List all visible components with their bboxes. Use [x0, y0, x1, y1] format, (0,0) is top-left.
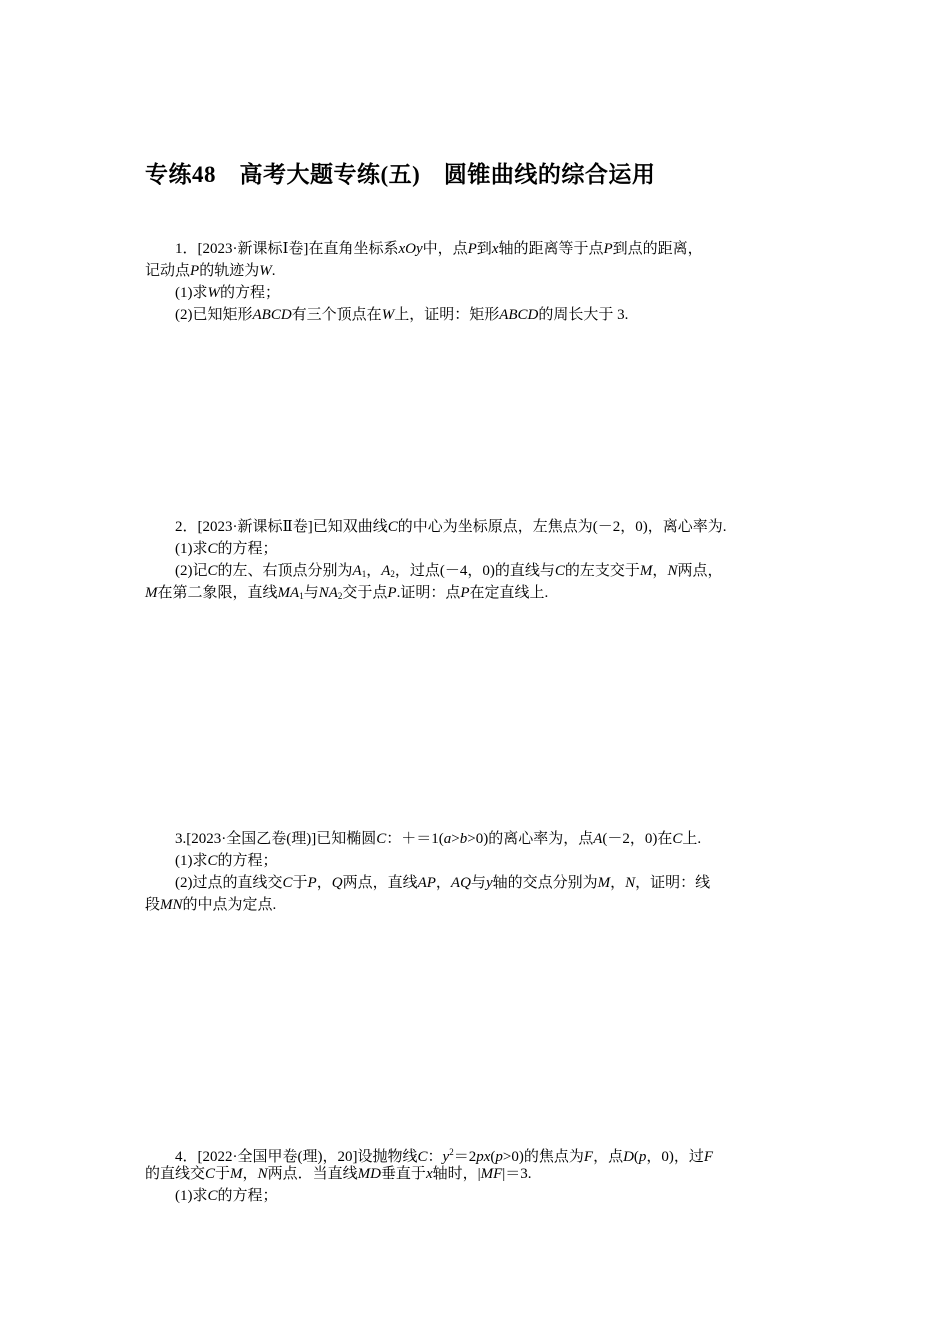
q1-var: x	[491, 241, 499, 257]
q2-var: P	[460, 585, 470, 601]
q3-var: P	[307, 875, 317, 891]
q3-text: 段	[145, 897, 161, 913]
q4-line-1: 4．[2022·全国甲卷(理)，20]设抛物线C：$y^2=2px(p>0)$的焦点为F，点D(p，0)，过F	[175, 1147, 714, 1165]
q2-var: MA	[277, 585, 300, 601]
q4-var: y	[442, 1149, 450, 1165]
q1-text: 上，证明：矩形	[394, 307, 500, 323]
q2-text: 已知双曲线	[312, 519, 388, 535]
q1-text: (2)已知矩形	[175, 307, 253, 323]
q4-var: x	[425, 1166, 433, 1182]
q2-text: (2)记	[175, 563, 208, 579]
q3-text: 的中点为定点.	[182, 897, 277, 913]
q2-subscript: 1	[361, 569, 367, 579]
q4-var: C	[417, 1149, 428, 1165]
q1-var: ABCD	[499, 307, 539, 323]
q4-var: MD	[357, 1166, 381, 1182]
q1-var: xOy	[398, 241, 423, 257]
q2-subscript: 1	[299, 591, 304, 601]
q2-text: ，过点(－4，0)的直线与	[394, 563, 555, 579]
q4-superscript: 2	[449, 1147, 454, 1157]
q1-var: W	[381, 307, 395, 323]
q3-var: y	[485, 875, 493, 891]
q1-part-1	[175, 282, 280, 304]
q1-var: ABCD	[252, 307, 292, 323]
q1-var: W	[259, 263, 272, 279]
q1-var: W	[207, 285, 220, 301]
q1-text: 轴的距离等于点	[498, 241, 604, 257]
page-title: 专练48 高考大题专练(五) 圆锥曲线的综合运用	[145, 162, 656, 187]
q3-text: 与	[470, 875, 486, 891]
q3-var: AQ	[450, 875, 471, 891]
q4-text: |＝3.	[502, 1166, 532, 1182]
q4-text: 的方程；	[217, 1188, 278, 1204]
q2-text: 在第二象限，直线	[157, 585, 278, 601]
q2-var: M	[145, 585, 158, 601]
q4-var: D	[623, 1149, 634, 1165]
q2-number: 2	[175, 519, 183, 535]
q2-source: [2023·新课标Ⅱ卷]	[197, 519, 313, 535]
q2-line-4	[145, 582, 548, 607]
q4-var: C	[205, 1166, 216, 1182]
q1-text: 的周长大于 3.	[538, 307, 629, 323]
q1-line-1: 1．[2023·新课标Ⅰ卷]在直角坐标系xOy中，点P到x轴的距离等于点P到点的距离，	[175, 241, 703, 257]
q1-part-2	[175, 304, 628, 326]
q2-var: C	[554, 563, 565, 579]
q4-var: p	[495, 1149, 503, 1165]
q3-number: 3.	[175, 831, 187, 847]
q2-text: 在定直线上.	[469, 585, 549, 601]
q2-part-1	[175, 538, 278, 560]
q3-var: Q	[331, 875, 343, 891]
q3-text: (－2，0)在	[602, 831, 673, 847]
q1-text: 记动点	[145, 263, 191, 279]
q4-text: 垂直于	[380, 1166, 426, 1182]
q3-text: ，证明：线	[635, 875, 711, 891]
q1-text: 的轨迹为	[199, 263, 260, 279]
q1-var: P	[190, 263, 200, 279]
q3-text: 的方程；	[217, 853, 278, 869]
q4-part-1	[175, 1185, 278, 1207]
q4-text: 的直线交	[145, 1166, 206, 1182]
q4-var: C	[207, 1188, 218, 1204]
q3-text: 两点，直线	[342, 875, 418, 891]
q4-text: ，点	[593, 1149, 624, 1165]
q2-var: A	[352, 563, 362, 579]
q3-text: (1)求	[175, 853, 208, 869]
q2-subscript: 2	[337, 591, 343, 601]
q3-var: A	[593, 831, 603, 847]
q3-text: 轴的交点分别为	[492, 875, 598, 891]
q4-source: [2022·全国甲卷(理)，20]	[197, 1149, 358, 1165]
q4-var: MF	[480, 1166, 503, 1182]
q2-var: C	[207, 541, 218, 557]
q1-text: 到点的距离，	[612, 241, 703, 257]
q3-var: AP	[417, 875, 436, 891]
q2-text: 的左支交于	[564, 563, 640, 579]
q3-line-1: 3.[2023·全国乙卷(理)]已知椭圆C：＋＝1(a>b>0)的离心率为，点A(－2，0)在C上.	[175, 831, 702, 847]
q3-var: C	[672, 831, 683, 847]
q1-text: 的方程；	[220, 285, 281, 301]
q4-text: ，0)，过	[646, 1149, 704, 1165]
q4-text: 两点．当直线	[267, 1166, 358, 1182]
q1-text: 到	[476, 241, 492, 257]
q1-text: 有三个顶点在	[291, 307, 382, 323]
q3-var: C	[282, 875, 293, 891]
q2-text: .证明：点	[396, 585, 461, 601]
q2-text: 的中心为坐标原点，左焦点为(－2，0)，离心率为.	[397, 519, 727, 535]
q1-text: (1)求	[175, 285, 208, 301]
q2-text: 交于点	[342, 585, 388, 601]
q3-text: 已知椭圆	[316, 831, 377, 847]
q4-line-2: 的直线交C于M，N两点．当直线MD垂直于x轴时，|MF|＝3.	[145, 1166, 532, 1182]
q2-var: C	[207, 563, 218, 579]
q3-var: N	[625, 875, 636, 891]
q2-text: 的方程；	[217, 541, 278, 557]
q3-text: ：＋＝1(	[386, 831, 444, 847]
q4-var: F	[583, 1149, 594, 1165]
q2-text: 与	[303, 585, 319, 601]
q3-text: 的离心率为，点	[488, 831, 594, 847]
q3-text: (2)过点的直线交	[175, 875, 283, 891]
q2-var: P	[387, 585, 397, 601]
q3-var: a	[443, 831, 452, 847]
q4-var: N	[257, 1166, 268, 1182]
q3-var: C	[207, 853, 218, 869]
q2-var: M	[639, 563, 653, 579]
q1-line-2: 记动点P的轨迹为W.	[145, 263, 276, 279]
q3-source: [2023·全国乙卷(理)]	[186, 831, 317, 847]
q1-source: [2023·新课标Ⅰ卷]	[197, 241, 309, 257]
q1-text: 在直角坐标系	[308, 241, 399, 257]
q1-var: P	[603, 241, 613, 257]
q2-text: 的左、右顶点分别为	[217, 563, 353, 579]
q4-text: (1)求	[175, 1188, 208, 1204]
q4-text: 设抛物线	[357, 1149, 418, 1165]
q3-var: b	[459, 831, 468, 847]
q1-text: 中，点	[422, 241, 468, 257]
q4-text: 轴时，|	[432, 1166, 481, 1182]
q3-text: 上.	[682, 831, 702, 847]
q4-number: 4	[175, 1149, 183, 1165]
q1-number: 1	[175, 241, 183, 257]
q4-var: F	[703, 1149, 714, 1165]
q1-var: P	[467, 241, 477, 257]
q3-part-2: (2)过点的直线交C于P，Q两点，直线AP，AQ与y轴的交点分别为M，N，证明：线	[175, 875, 711, 891]
q2-text: 两点，	[677, 563, 723, 579]
q4-text: 的焦点为	[523, 1149, 584, 1165]
q3-var: C	[376, 831, 387, 847]
q3-part-1	[175, 850, 278, 872]
q4-var: p	[638, 1149, 647, 1165]
q2-var: C	[387, 519, 398, 535]
q4-text: 于	[215, 1166, 231, 1182]
q2-var: A	[381, 563, 391, 579]
q3-text: 于	[292, 875, 308, 891]
q4-var: px	[476, 1149, 491, 1165]
q3-var: MN	[160, 897, 183, 913]
q3-line-4	[145, 894, 276, 916]
q3-var: M	[597, 875, 611, 891]
q2-subscript: 2	[390, 569, 395, 579]
q4-var: M	[230, 1166, 243, 1182]
q2-line-1: 2．[2023·新课标Ⅱ卷]已知双曲线C的中心为坐标原点，左焦点为(－2，0)，离心率为.	[175, 519, 727, 535]
q2-var: NA	[318, 585, 338, 601]
q4-text: ＝2	[453, 1149, 477, 1165]
q2-text: (1)求	[175, 541, 208, 557]
q2-var: N	[667, 563, 678, 579]
q2-part-2: (2)记C的左、右顶点分别为$A_1$，$A_2$，过点(－4，0)的直线与C的左支交于M，N两点，	[175, 563, 723, 579]
